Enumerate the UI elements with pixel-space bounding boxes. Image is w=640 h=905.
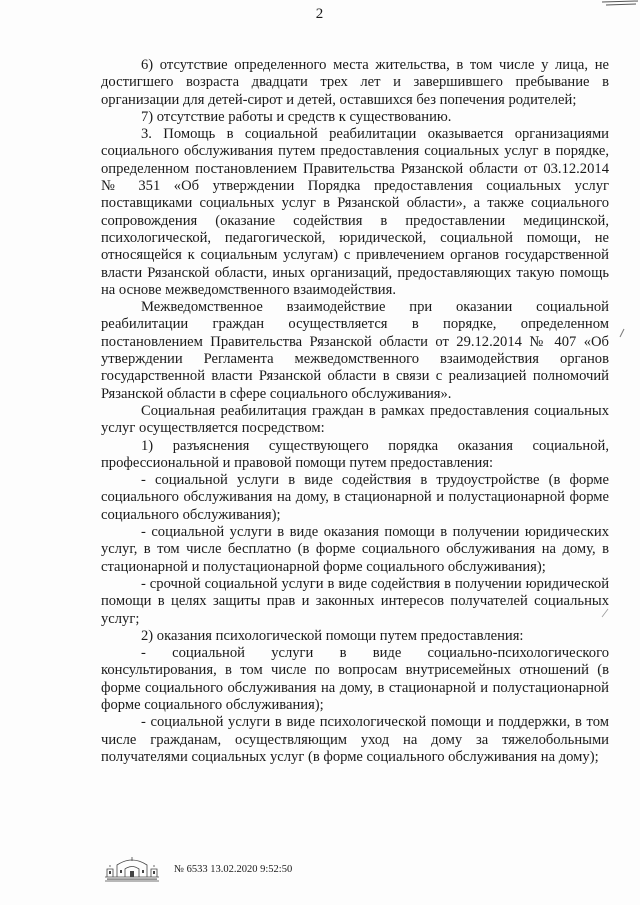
paragraph-section-3: 3. Помощь в социальной реабилитации оказывается организациями социального обслуживания путем предоставления социальных услуг в порядке, определенном постановлением Правительства Рязанской области от 03.12.2014 № 351 «Об утверждении Порядка предоставления социальных услуг поставщиками социальных услуг в Рязанской области», а также социального сопровождения (оказание содействия в предоставлении медицинской, психологической, педагогической, юридической, социальной помощи, не относящейся к социальным услугам) с привлечением органов государственной власти Рязанской области, иных организаций, предоставляющих такую помощь на основе межведомственного взаимодействия. [101, 126, 609, 298]
paragraph-rehabilitation: Социальная реабилитация граждан в рамках предоставления социальных услуг осуществляется посредством: [101, 402, 609, 437]
paragraph-item-6: 6) отсутствие определенного места жительства, в том числе у лица, не достигшего возраста двадцати трех лет и завершившего пребывание в организации для детей-сирот и детей, оставшихся без попечения родителей; [101, 57, 609, 108]
dash-item-psych-support: - социальной услуги в виде психологической помощи и поддержки, в том числе гражданам, осуществляющим уход на дому за тяжелобольными получателями социальных услуг (в форме социального обслуживания на дому); [101, 714, 609, 765]
footer [103, 855, 503, 885]
margin-tick-mark [618, 328, 626, 338]
paragraph-subitem-1: 1) разъяснения существующего порядка оказания социальной, профессиональной и правовой помощи путем предоставления: [101, 437, 609, 471]
emblem-stamp-icon [103, 855, 161, 883]
dash-item-legal: - социальной услуги в виде оказания помощи в получении юридических услуг, в том числе бесплатно (в форме социального обслуживания на дому, в стационарной и полустационарной форме социального обслуживания); [101, 524, 609, 575]
document-body [101, 57, 609, 766]
margin-tick-mark [600, 608, 610, 618]
dash-item-psych-consulting: - социальной услуги в виде социально-психологического консультирования, в том числе по вопросам внутрисемейных отношений (в форме социального обслуживания на дому, в стационарной и полустационарной форме социального обслуживания); [101, 645, 609, 713]
dash-item-employment: - социальной услуги в виде содействия в трудоустройстве (в форме социального обслуживания на дому, в стационарной и полустационарной форме социального обслуживания); [101, 472, 609, 523]
registration-stamp: № 6533 13.02.2020 9:52:50 [174, 864, 293, 875]
paragraph-subitem-2: 2) оказания психологической помощи путем предоставления: [141, 627, 524, 644]
dash-item-urgent-legal: - срочной социальной услуги в виде содействия в получении юридической помощи в целях защиты прав и законных интересов получателей социальных услуг; [101, 575, 609, 627]
paragraph-item-7: 7) отсутствие работы и средств к существованию. [141, 108, 452, 125]
page-number: 2 [315, 6, 325, 22]
paragraph-interagency: Межведомственное взаимодействие при оказании социальной реабилитации граждан осуществляется в порядке, определенном постановлением Правительства Рязанской области от 29.12.2014 № 407 «Об утверждении Регламента межведомственного взаимодействия органов государственной власти Рязанской области в связи с реализацией полномочий Рязанской области в сфере социального обслуживания». [101, 299, 609, 402]
